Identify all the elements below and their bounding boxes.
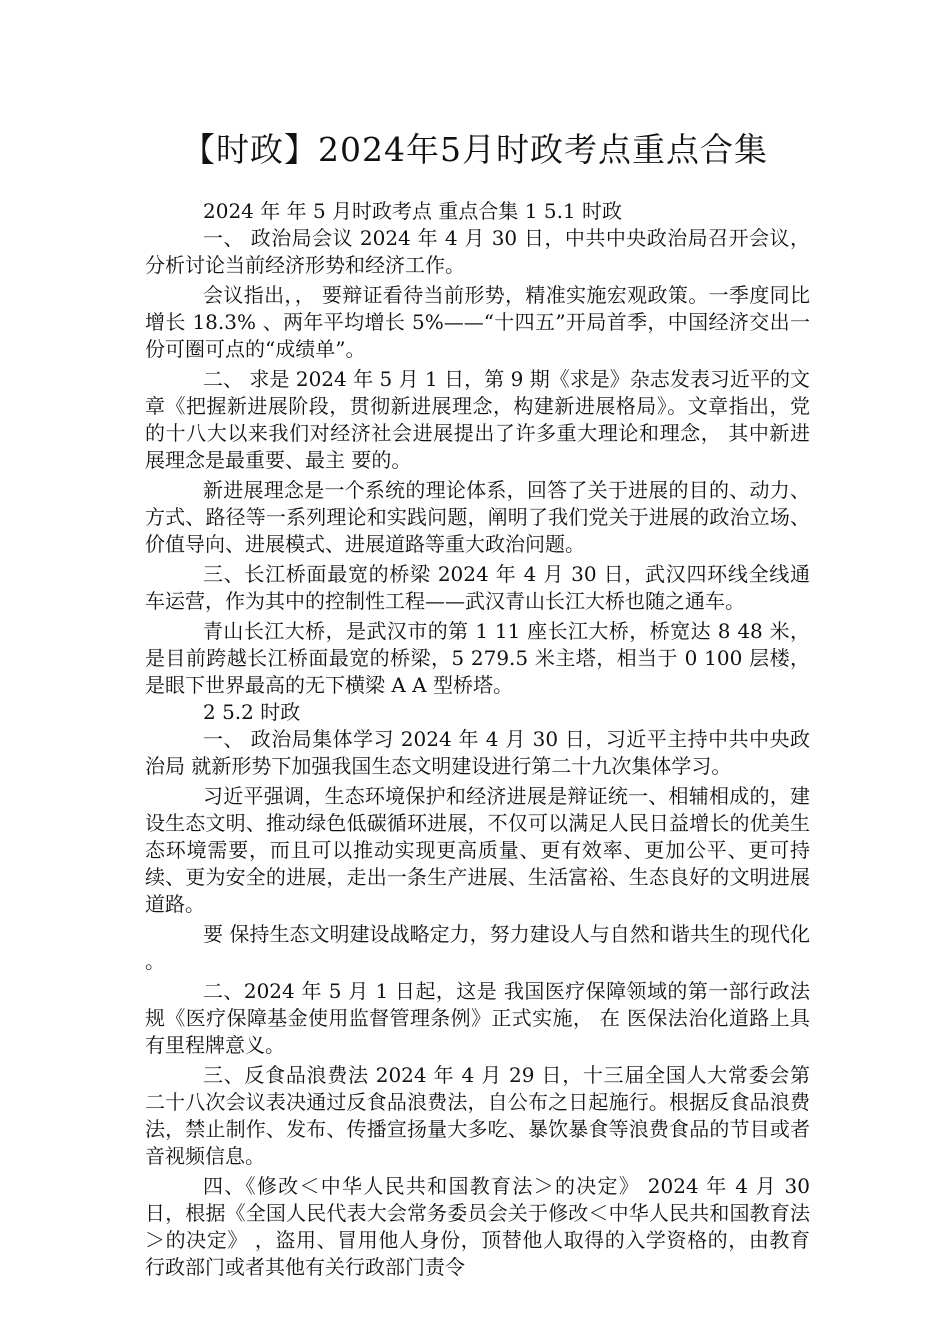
paragraph-medical-insurance: 二、2024 年 5 月 1 日起，这是 我国医疗保障领域的第一部行政法规《医疗保障基金使用监督管理条例》正式实施， 在 医保法治化道路上具有里程牌意义。 [145,979,810,1057]
paragraph-ecology-resolve: 要 保持生态文明建设战略定力，努力建设人与自然和谐共生的现代化 。 [145,922,810,973]
paragraph-section-2: 2 5.2 时政 [203,700,301,724]
paragraph-ecology-emphasis: 习近平强调，生态环境保护和经济进展是辩证统一、相辅相成的，建设生态文明、推动绿色低碳循环进展，不仅可以满足人民日益增长的优美生态环境需要，而且可以推动实现更高质量、更有效率、更加公平、更可持续、更为安全的进展，走出一条生产进展、生活富裕、生态良好的文明进展道路。 [145,784,810,916]
paragraph-politburo-meeting: 一、 政治局会议 2024 年 4 月 30 日，中共中央政治局召开会议，分析讨论当前经济形势和经济工作。 [145,226,810,277]
document-title: 【时政】2024年5月时政考点重点合集 [182,130,768,169]
paragraph-qiushi: 二、 求是 2024 年 5 月 1 日，第 9 期《求是》杂志发表习近平的文章《把握新进展阶段，贯彻新进展理念，构建新进展格局》。文章指出，党的十八大以来我们对经济社会进展提出了许多重大理论和理念， 其中新进展理念是最重要、最主 要的。 [145,367,810,472]
paragraph-new-development-concept: 新进展理念是一个系统的理论体系，回答了关于进展的目的、动力、方式、路径等一系列理论和实践问题，阐明了我们党关于进展的政治立场、价值导向、进展模式、进展道路等重大政治问题。 [145,478,810,556]
paragraph-intro: 2024 年 年 5 月时政考点 重点合集 1 5.1 时政 [203,199,623,223]
paragraph-meeting-notes: 会议指出，， 要辩证看待当前形势，精准实施宏观政策。一季度同比增长 18.3% 、两年平均增长 5%——“十四五”开局首季，中国经济交出一份可圈可点的“成绩单”。 [145,283,810,361]
document-body [145,198,810,1281]
paragraph-collective-study: 一、 政治局集体学习 2024 年 4 月 30 日，习近平主持中共中央政治局 就新形势下加强我国生态文明建设进行第二十九次集体学习。 [145,727,810,778]
paragraph-yangtze-bridge: 三、长江桥面最宽的桥梁 2024 年 4 月 30 日，武汉四环线全线通车运营，作为其中的控制性工程——武汉青山长江大桥也随之通车。 [145,562,810,613]
paragraph-qingshan-bridge: 青山长江大桥，是武汉市的第 1 11 座长江大桥，桥宽达 8 48 米，是目前跨越长江桥面最宽的桥梁，5 279.5 米主塔，相当于 0 100 层楼，是眼下世界最高的无下横梁 A A 型桥塔。 [145,619,810,697]
paragraph-education-law: 四、《修改＜中华人民共和国教育法＞的决定》 2024 年 4 月 30 日，根据《全国人民代表大会常务委员会关于修改＜中华人民共和国教育法＞的决定》 ，盗用、冒用他人身份，顶替他人取得的入学资格的，由教育行政部门或者其他有关行政部门责令 [145,1174,810,1279]
paragraph-food-waste-law: 三、反食品浪费法 2024 年 4 月 29 日，十三届全国人大常委会第二十八次会议表决通过反食品浪费法，自公布之日起施行。根据反食品浪费法，禁止制作、发布、传播宣扬量大多吃、暴饮暴食等浪费食品的节目或者音视频信息。 [145,1063,810,1168]
